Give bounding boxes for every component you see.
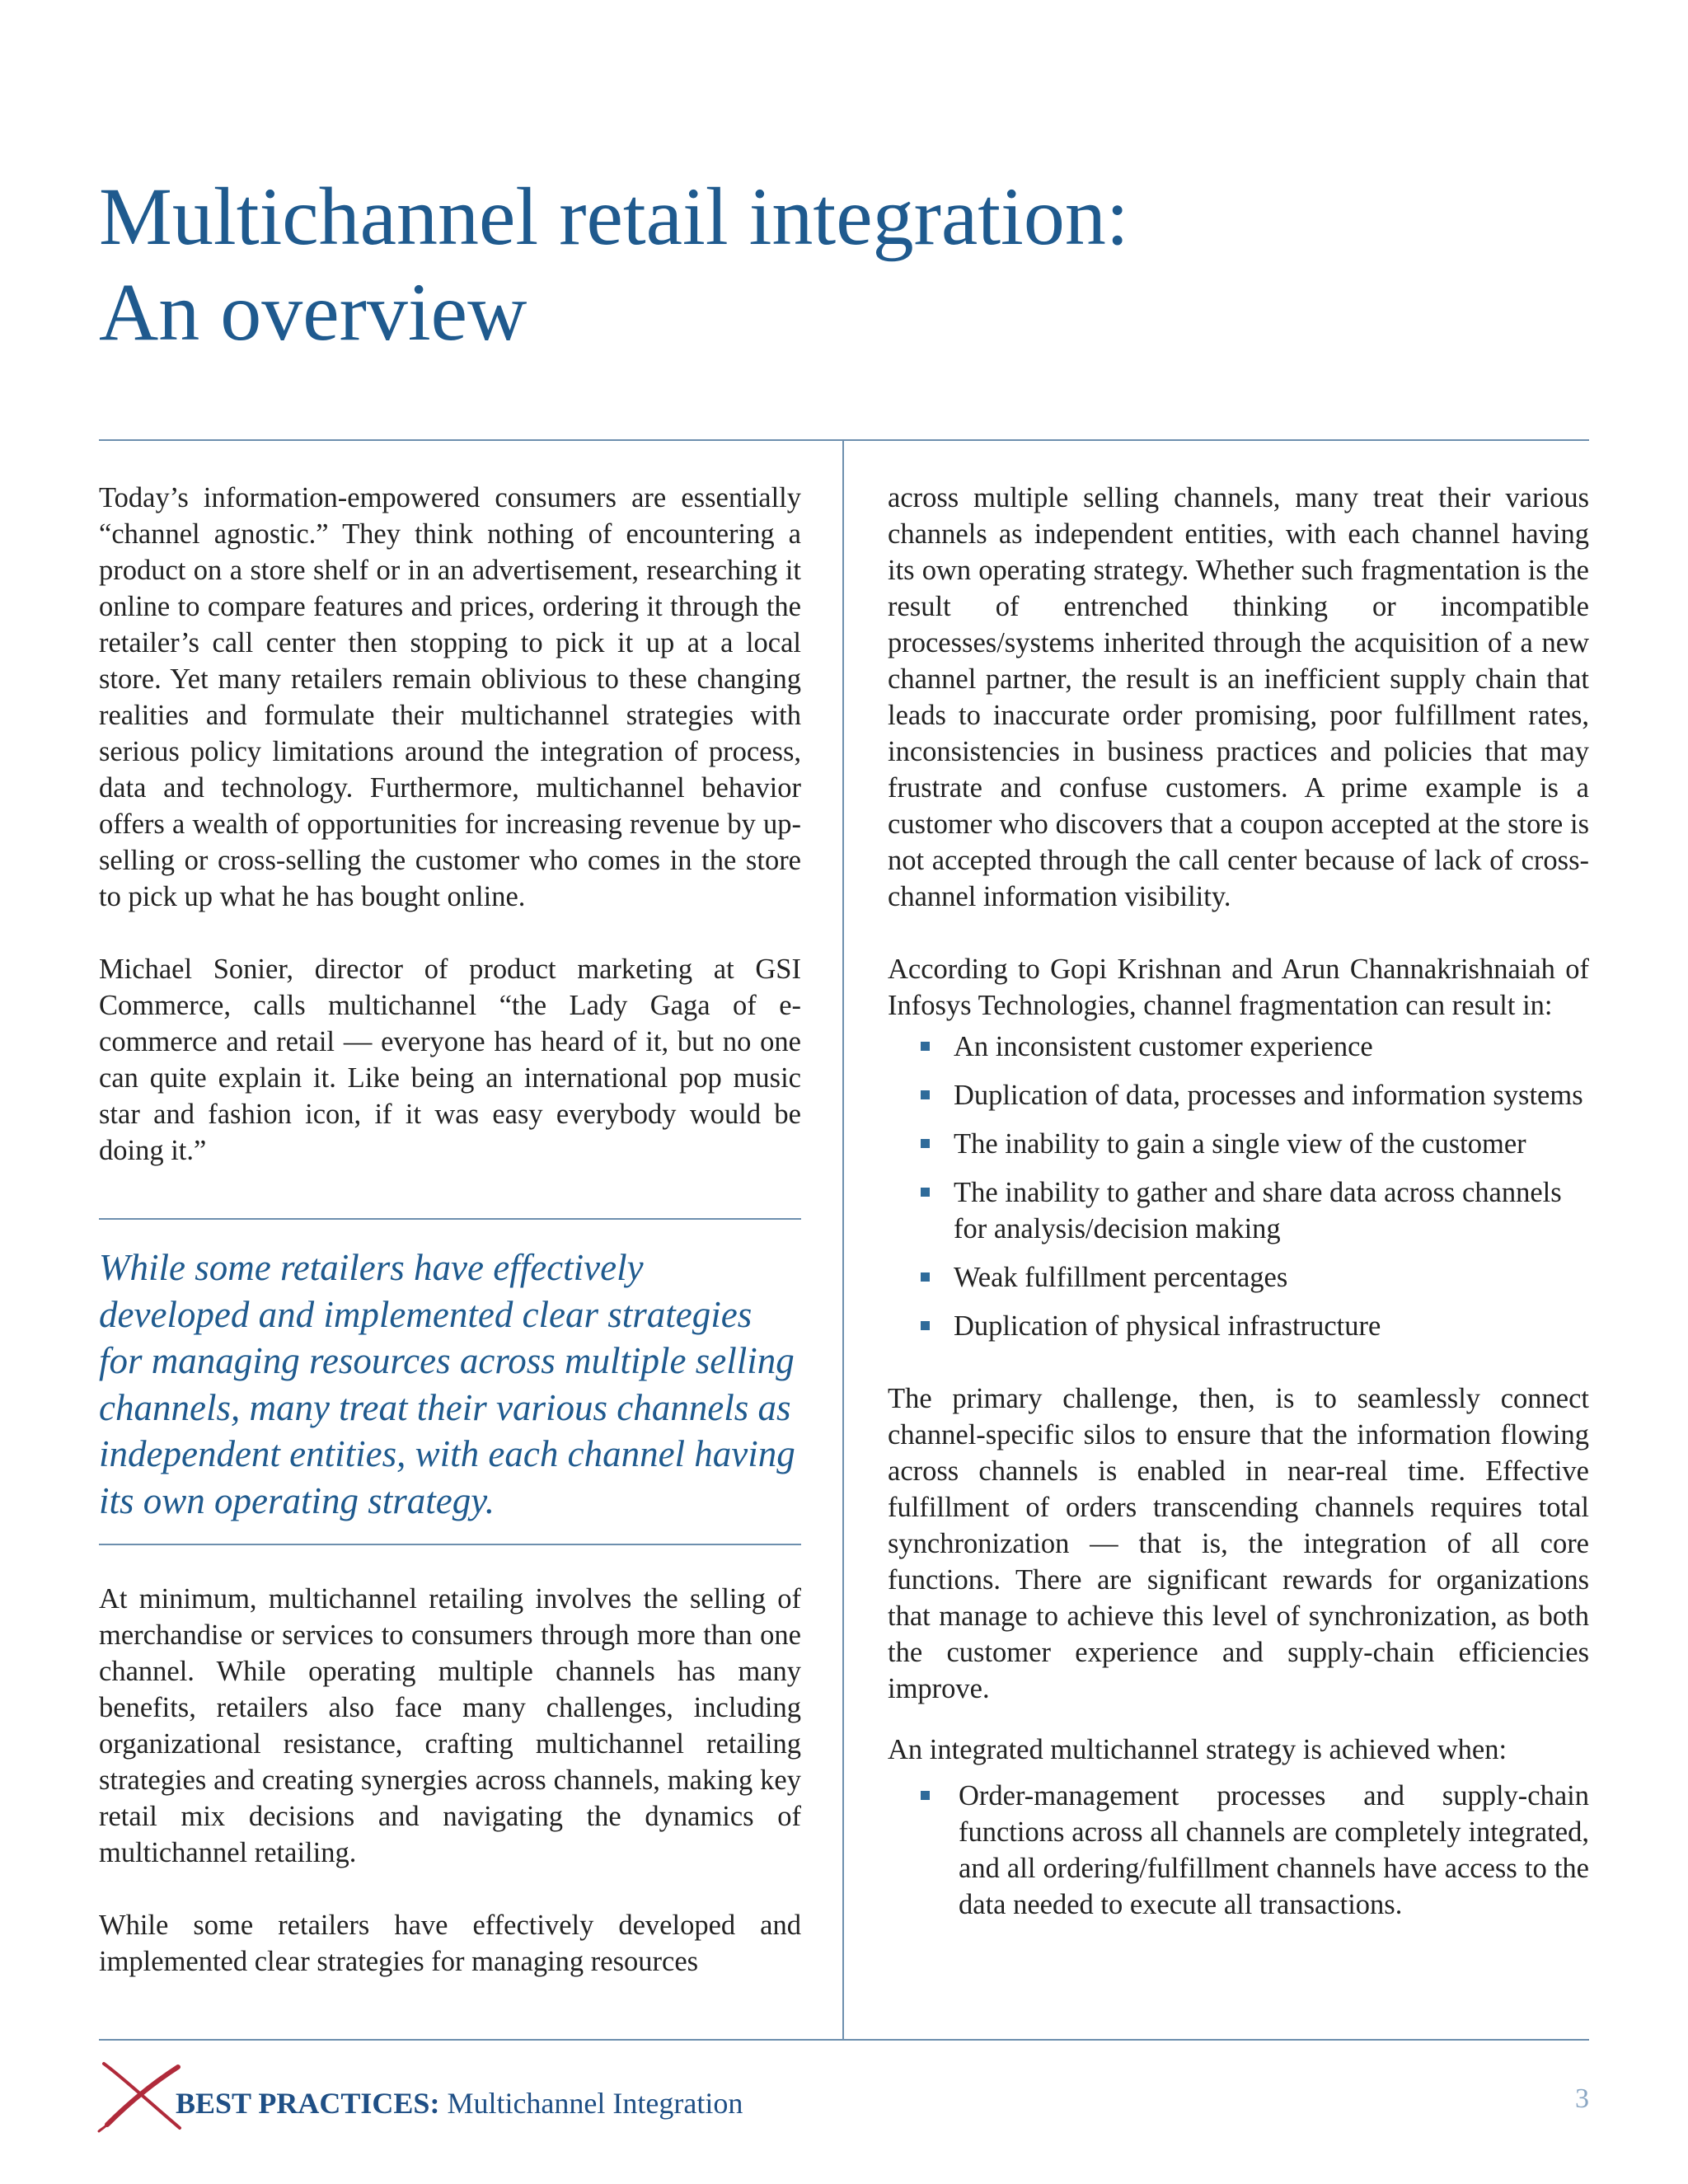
minimum-paragraph: At minimum, multichannel retailing involves the selling of merchandise or services to consumers through more than one channel. While operating multiple channels has many benefits, retailers also face many challenges, including organizational resistance, crafting multichannel retailing strategies and creating synergies across channels, making key retail mix decisions and navigating the dynamics of multichannel retailing. <box>99 1583 801 1868</box>
list-item: Order-management processes and supply-chain functions across all channels are completely integrated, and all ordering/fulfillment channels have access to the data needed to execute all transactions. <box>888 1778 1589 1923</box>
page-number: 3 <box>1575 2083 1589 2114</box>
integrated-when-paragraph: An integrated multichannel strategy is achieved when: <box>888 1734 1507 1765</box>
bullet-square-icon <box>921 1791 930 1800</box>
list-item: An inconsistent customer experience <box>888 1029 1589 1065</box>
strategies-paragraph: While some retailers have effectively developed and implemented clear strategies for managing resources <box>99 1910 801 1977</box>
right-column <box>888 480 1589 1935</box>
intro-paragraph: Today’s information-empowered consumers are essentially “channel agnostic.” They think nothing of encountering a product on a store shelf or in an advertisement, researching it online to compare features and prices, ordering it through the retailer’s call center then stopping to pick it up at a local store. Yet many retailers remain oblivious to these changing realities and formulate their multichannel strategies with serious policy limitations around the integration of process, data and technology. Furthermore, multichannel behavior offers a wealth of opportunities for increasing revenue by up-selling or cross-selling the customer who comes in the store to pick up what he has bought online. <box>99 482 801 912</box>
quote-paragraph: Michael Sonier, director of product marketing at GSI Commerce, calls multichannel “the Lady Gaga of e-commerce and retail — everyone has heard of it, but no one can quite explain it. Like being an international pop music star and fashion icon, if it was easy everybody would be doing it.” <box>99 954 801 1166</box>
list-item: Weak fulfillment percentages <box>888 1259 1589 1296</box>
list-item: Duplication of data, processes and information systems <box>888 1077 1589 1113</box>
footer-label-strong: BEST PRACTICES: <box>176 2087 440 2120</box>
pullquote-top-rule <box>99 1218 801 1220</box>
bullet-square-icon <box>921 1272 930 1282</box>
challenge-paragraph: The primary challenge, then, is to seamlessly connect channel-specific silos to ensure that the information flowing across channels is enabled in near-real time. Effective fulfillment of orders transcending channels requires total synchronization — that is, the integration of all core functions. There are significant rewards for organizations that manage to achieve this level of synchronization, as both the customer experience and supply-chain efficiencies improve. <box>888 1383 1589 1704</box>
bullet-square-icon <box>921 1321 930 1330</box>
according-paragraph: According to Gopi Krishnan and Arun Channakrishnaiah of Infosys Technologies, channel fragmentation can result in: <box>888 954 1589 1021</box>
x-swoosh-logo-icon <box>97 2060 188 2135</box>
title-line-1: Multichannel retail integration: <box>99 171 1129 262</box>
bottom-divider <box>99 2039 1589 2041</box>
fragmentation-list <box>888 1029 1589 1344</box>
left-column <box>99 480 801 1980</box>
page-title <box>99 169 1500 360</box>
strategy-list <box>888 1778 1589 1923</box>
list-item: The inability to gain a single view of the customer <box>888 1126 1589 1162</box>
top-divider <box>99 439 1589 441</box>
bullet-square-icon <box>921 1042 930 1051</box>
list-item: The inability to gather and share data across channels for analysis/decision making <box>888 1174 1589 1247</box>
footer-label-rest: Multichannel Integration <box>439 2087 743 2120</box>
column-divider <box>842 441 844 2040</box>
list-item: Duplication of physical infrastructure <box>888 1308 1589 1344</box>
pullquote-bottom-rule <box>99 1544 801 1545</box>
pullquote: While some retailers have effectively developed and implemented clear strategies for managing resources across multiple selling channels, many treat their various channels as independent entities, with each channel having its own operating strategy. <box>99 1247 795 1521</box>
bullet-square-icon <box>921 1139 930 1148</box>
fragmentation-paragraph: across multiple selling channels, many treat their various channels as independent entities, with each channel having its own operating strategy. Whether such fragmentation is the result of entrenched thinking or incompatible processes/systems inherited through the acquisition of a new channel partner, the result is an inefficient supply chain that leads to inaccurate order promising, poor fulfillment rates, inconsistencies in business practices and policies that may frustrate and confuse customers. A prime example is a customer who discovers that a coupon accepted at the store is not accepted through the call center because of lack of cross-channel information visibility. <box>888 482 1589 912</box>
bullet-square-icon <box>921 1090 930 1099</box>
bullet-square-icon <box>921 1188 930 1197</box>
title-line-2: An overview <box>99 266 528 358</box>
footer-label <box>176 2085 743 2121</box>
